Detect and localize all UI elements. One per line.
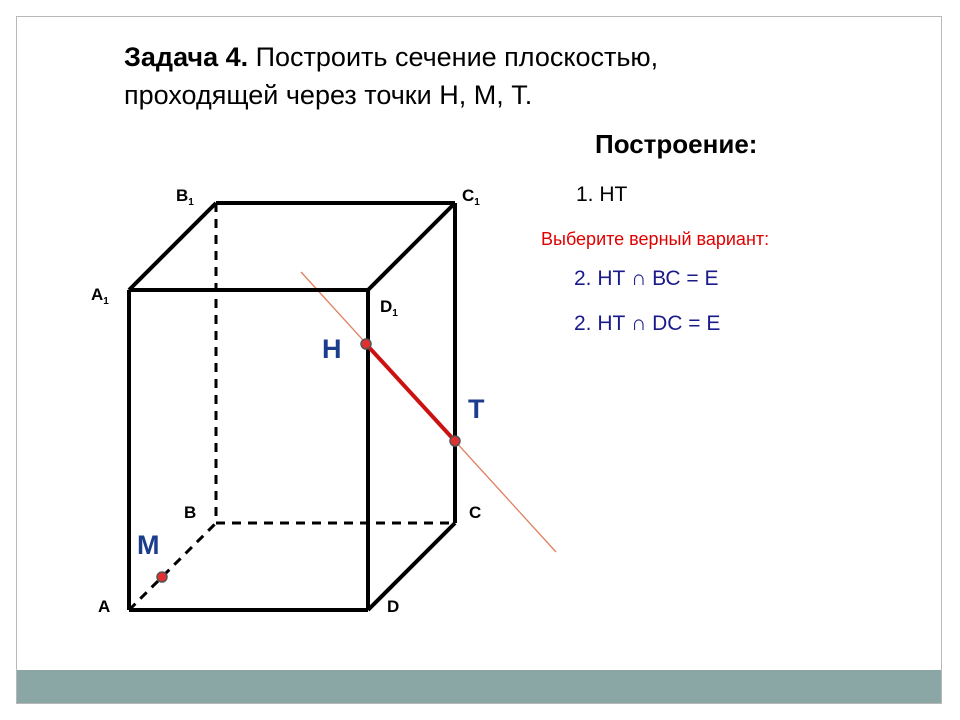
label-c1: $С_1$ bbox=[462, 186, 480, 208]
segment-ht bbox=[366, 344, 455, 441]
point-t bbox=[450, 436, 460, 446]
label-b1: $В_1$ bbox=[176, 186, 194, 208]
construction-heading: Построение: bbox=[595, 129, 758, 159]
option-ht-bc[interactable]: 2. НТ ∩ ВС = Е bbox=[574, 267, 719, 290]
label-m: М bbox=[137, 530, 160, 560]
label-d: D bbox=[387, 597, 400, 616]
label-h: Н bbox=[322, 334, 342, 364]
choose-prompt: Выберите верный вариант: bbox=[541, 229, 770, 249]
label-d1: $D_1$ bbox=[380, 297, 398, 319]
edge-c1-d1 bbox=[368, 203, 455, 290]
label-t: Т bbox=[468, 394, 485, 424]
point-h bbox=[361, 339, 371, 349]
label-c: С bbox=[469, 503, 482, 522]
option-ht-dc[interactable]: 2. НТ ∩ DC = Е bbox=[574, 312, 721, 335]
edge-a1-b1 bbox=[129, 203, 216, 290]
edge-d-c bbox=[368, 523, 455, 610]
bottom-bar bbox=[17, 670, 941, 703]
label-a: А bbox=[98, 597, 111, 616]
construction-step-1: 1. НТ bbox=[576, 183, 628, 206]
label-a1: $А_1$ bbox=[91, 285, 109, 307]
task-text: Построить сечение плоскостью, bbox=[248, 42, 659, 72]
label-b: В bbox=[184, 503, 197, 522]
task-text-line2: проходящей через точки Н, М, Т. bbox=[124, 80, 533, 110]
point-m bbox=[157, 572, 167, 582]
task-number: Задача 4. bbox=[124, 42, 249, 72]
